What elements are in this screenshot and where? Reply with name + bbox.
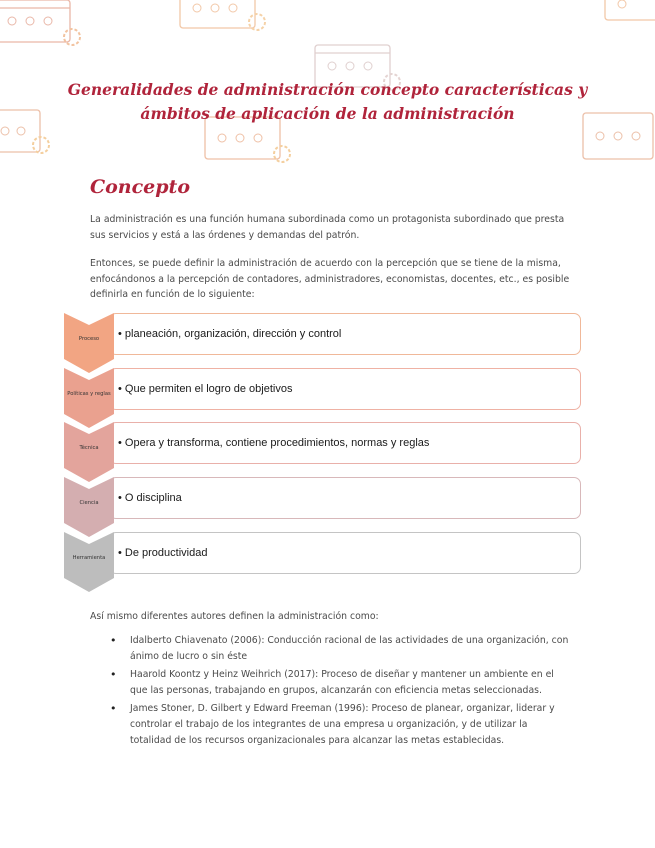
process-text: • Opera y transforma, contiene procedimientos, normas y reglas	[118, 437, 430, 449]
process-label: Técnica	[79, 445, 99, 451]
process-label: Políticas y reglas	[67, 391, 111, 397]
team-gear-icon	[175, 0, 275, 35]
definition-paragraph: Entonces, se puede definir la administración de acuerdo con la percepción que se tiene de la misma, enfocándonos a la percepción de contadores, administradores, economistas, docentes, etc., es posible definirla en función de lo siguiente:	[90, 258, 570, 300]
process-label: Ciencia	[79, 500, 99, 506]
team-gear-icon	[600, 0, 655, 30]
chevron-shape	[64, 313, 114, 375]
team-gear-icon	[0, 0, 90, 50]
list-item: • James Stoner, D. Gilbert y Edward Freeman (1996): Proceso de planear, organizar, liderar y controlar el trabajo de los integrantes de una empresa u organización, y de utilizar la totalidad de los recursos organizacionales para alcanzar las metas establecidas.	[110, 701, 570, 749]
list-item: • Idalberto Chiavenato (2006): Conducción racional de las actividades de una organización, con ánimo de lucro o sin éste	[110, 633, 570, 665]
process-row	[64, 368, 584, 414]
process-label: Herramienta	[72, 555, 106, 561]
process-row	[64, 422, 584, 468]
authors-intro: Así mismo diferentes autores definen la administración como:	[90, 611, 379, 622]
process-box	[109, 368, 581, 410]
section-title: Concepto	[90, 176, 191, 198]
chevron-shape	[64, 477, 114, 539]
list-item: • Haarold Koontz y Heinz Weihrich (2017): Proceso de diseñar y mantener un ambiente en el que las personas, trabajando en grupos, alcanzarán con eficiencia metas seleccionadas.	[110, 667, 570, 699]
team-gear-icon	[0, 105, 60, 160]
process-row	[64, 477, 584, 523]
process-text: • De productividad	[118, 547, 208, 559]
process-box	[109, 532, 581, 574]
process-row	[64, 532, 584, 578]
process-box	[109, 477, 581, 519]
intro-paragraph: La administración es una función humana subordinada como un protagonista subordinado que presta sus servicios y está a las órdenes y demandas del patrón.	[90, 214, 565, 241]
process-text: • planeación, organización, dirección y control	[118, 328, 342, 340]
chevron-shape	[64, 532, 114, 594]
chevron-shape	[64, 368, 114, 430]
process-label: Proceso	[78, 336, 100, 342]
chevron-shape	[64, 422, 114, 484]
process-row	[64, 313, 584, 359]
process-text: • Que permiten el logro de objetivos	[118, 383, 293, 395]
process-box	[109, 313, 581, 355]
page-title: Generalidades de administración concepto características y ámbitos de aplicación de la administración	[67, 80, 588, 123]
process-text: • O disciplina	[118, 492, 182, 504]
authors-list	[110, 633, 570, 751]
process-box	[109, 422, 581, 464]
